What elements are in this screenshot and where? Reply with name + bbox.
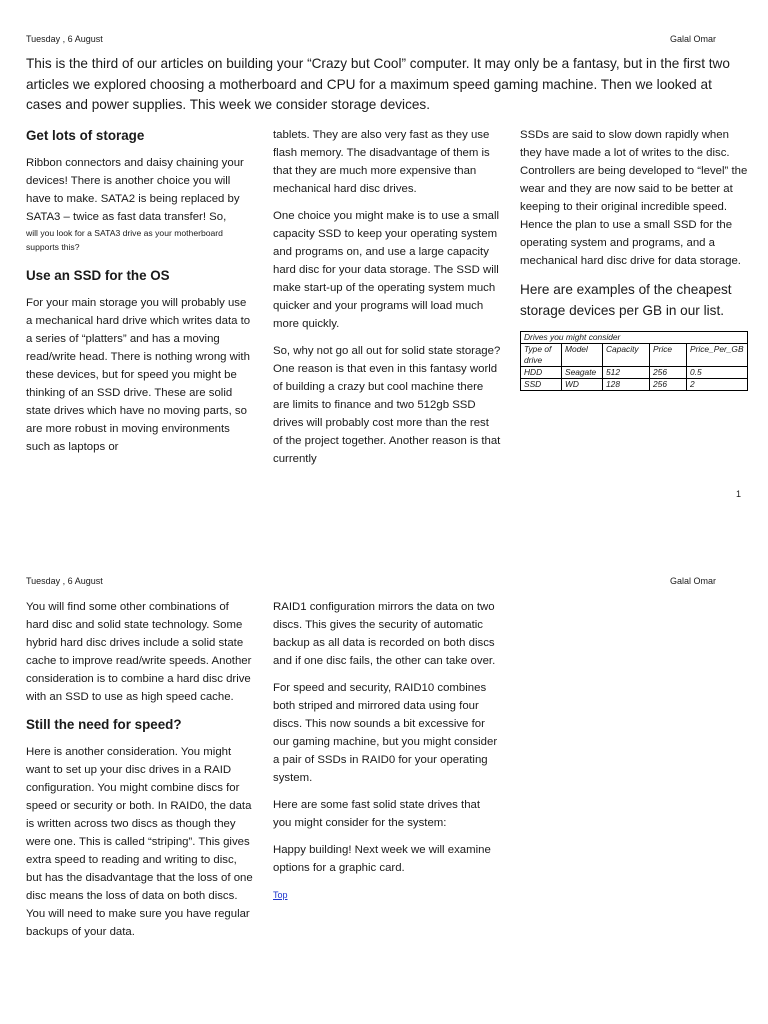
paragraph: Here is another consideration. You might want to set up your disc drives in a RAID configuration. You might combine discs for speed or security or both. In RAID0, the data is written across two discs as though they were one. This is called “striping”. This gives extra speed to reading and writing to disc, but has the disadvantage that the loss of one disc means the loss of data on both discs. You will need to make sure you have regular backups of your data. — [26, 746, 253, 938]
paragraph: Happy building! Next week we will examine options for a graphic card. — [273, 844, 491, 874]
intro-paragraph: This is the third of our articles on building your “Crazy but Cool” computer. It may only be a fantasy, but in the first two articles we explored choosing a motherboard and CPU for a maximum speed gaming machine. Then we looked at cases and power supplies. This week we consider storage devices. — [26, 56, 730, 112]
table-cell: HDD — [521, 367, 562, 379]
header-date: Tuesday , 6 August — [26, 576, 103, 586]
page1-column-3 — [520, 126, 748, 391]
paragraph: For speed and security, RAID10 combines both striped and mirrored data using four discs. This now sounds a bit excessive for our gaming machine, but you might consider a pair of SSDs in RAID0 for your operating system. — [273, 682, 498, 784]
header-cell: Model — [562, 344, 603, 367]
table-cell: 2 — [687, 379, 748, 391]
page1-column-1 — [26, 126, 254, 465]
heading-get-lots-of-storage: Get lots of storage — [26, 128, 145, 143]
header-cell: Capacity — [603, 344, 650, 367]
table-cell: 256 — [650, 379, 687, 391]
table-cell: 512 — [603, 367, 650, 379]
table-cell: 256 — [650, 367, 687, 379]
small-print: will you look for a SATA3 drive as your motherboard supports this? — [26, 228, 223, 252]
table-caption: Drives you might consider — [521, 332, 748, 344]
page-2 — [0, 560, 768, 1024]
paragraph — [26, 154, 254, 254]
paragraph: One choice you might make is to use a small capacity SSD to keep your operating system and programs on, and use a large capacity hard disc for your data storage. The SSD will make start-up of the operating system much quicker and your programs will load much more quickly. — [273, 210, 500, 330]
examples-lead: Here are examples of the cheapest storage devices per GB in our list. — [520, 282, 732, 318]
table-cell: Seagate — [562, 367, 603, 379]
header-cell: Price — [650, 344, 687, 367]
paragraph: So, why not go all out for solid state storage? One reason is that even in this fantasy world of building a crazy but cool machine there are limits to finance and two 512gb SSD drives will probably cost more than the rest of the project together. Another reason is that currently — [273, 345, 501, 465]
paragraph: RAID1 configuration mirrors the data on two discs. This gives the security of automatic backup as all data is recorded on both discs and if one disc fails, the other can take over. — [273, 601, 496, 667]
page1-column-2 — [273, 126, 501, 477]
header-date: Tuesday , 6 August — [26, 34, 103, 44]
paragraph: tablets. They are also very fast as they use flash memory. The disadvantage of them is that they are much more expensive than mechanical hard disc drives. — [273, 129, 490, 195]
page2-column-1 — [26, 598, 254, 950]
paragraph-text: Ribbon connectors and daisy chaining your devices! There is another choice you will have to make. SATA2 is being replaced by SATA3 – twice as fast data transfer! So, — [26, 157, 244, 223]
drives-table — [520, 331, 748, 391]
header-cell: Type of drive — [521, 344, 562, 367]
header-cell: Price_Per_GB — [687, 344, 748, 367]
table-row — [521, 367, 748, 379]
heading-need-for-speed: Still the need for speed? — [26, 717, 182, 732]
page2-column-2 — [273, 598, 501, 904]
table-header-row — [521, 344, 748, 367]
top-link[interactable]: Top — [273, 890, 288, 900]
paragraph: SSDs are said to slow down rapidly when they have made a lot of writes to the disc. Controllers are being developed to “level” the wear and they are now said to be better at keeping to their original incredible speed. Hence the plan to use a small SSD for the operating system and programs, and a mechanical hard disc drive for data storage. — [520, 129, 748, 267]
page-1 — [0, 0, 768, 510]
table-cell: 0.5 — [687, 367, 748, 379]
paragraph: Here are some fast solid state drives that you might consider for the system: — [273, 799, 481, 829]
page-number: 1 — [736, 489, 742, 499]
table-cell: SSD — [521, 379, 562, 391]
header-author: Galal Omar — [670, 34, 717, 44]
paragraph: You will find some other combinations of hard disc and solid state technology. Some hybrid hard disc drives include a solid state cache to improve read/write speeds. Another consideration is to combine a hard disc drive with an SSD to use as high speed cache. — [26, 601, 252, 703]
table-cell: WD — [562, 379, 603, 391]
header-author: Galal Omar — [670, 576, 717, 586]
table-row — [521, 379, 748, 391]
table-cell: 128 — [603, 379, 650, 391]
paragraph: For your main storage you will probably use a mechanical hard drive which writes data to a series of “platters” and has a moving read/write head. There is nothing wrong with these devices, but for speed you might be thinking of an SSD drive. These are solid state drives which have no moving parts, so are more robust in moving environments such as laptops or — [26, 297, 251, 453]
heading-use-an-ssd: Use an SSD for the OS — [26, 268, 170, 283]
